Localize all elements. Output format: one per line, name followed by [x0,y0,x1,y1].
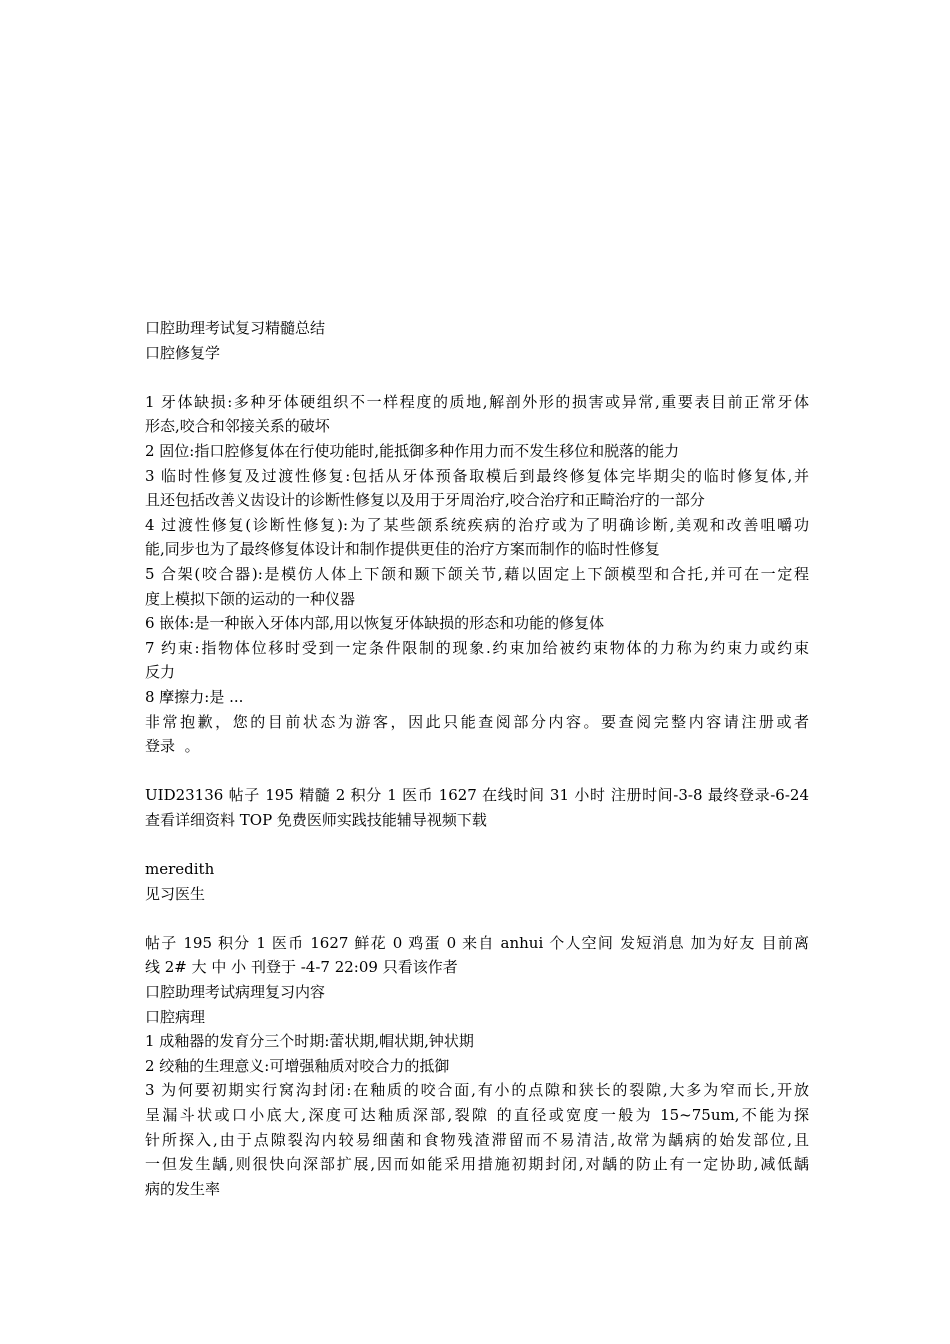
login-link[interactable]: 登录 [145,737,176,756]
user-rank: 见习医生 [145,884,206,903]
text-line: 病的发生率 [145,1179,221,1198]
document-title: 口腔助理考试复习精髓总结 [145,319,326,337]
post-meta: 帖子 195 积分 1 医币 1627 鲜花 0 鸡蛋 0 来自 anhui 个人空间 发短消息 加为好友 目前离 [145,933,809,952]
text-line: 呈漏斗状或口小底大,深度可达釉质深部,裂隙 的直径或宽度一般为 15~75um,不能为探 [145,1106,809,1124]
text-line: 反力 [145,663,176,682]
text-line: 形态,咬合和邻接关系的破坏 [145,417,330,436]
section-prosthodontics [145,390,809,710]
post-meta: 线 2# 大 中 小 刊登于 -4-7 22:09 只看该作者 [145,958,458,977]
text-line: 能,同步也为了最终修复体设计和制作提供更佳的治疗方案而制作的临时性修复 [145,540,660,559]
text-line: 8 摩擦力:是 ... [145,687,244,706]
text-line: 一但发生龋,则很快向深部扩展,因而如能采用措施初期封闭,对龋的防止有一定协助,减低龋 [145,1155,809,1174]
text-line: 度上模拟下颌的运动的一种仪器 [145,589,356,608]
spacer [145,832,809,857]
guest-notice-line [145,734,809,759]
spacer [145,906,809,931]
text-line: 1 成釉器的发育分三个时期:蕾状期,帽状期,钟状期 [145,1032,474,1051]
guest-notice-end: 。 [184,737,200,756]
text-line: 1 牙体缺损:多种牙体硬组织不一样程度的质地,解剖外形的损害或异常,重要表目前正常牙体 [145,392,809,411]
document-body [145,316,809,1201]
text-line: 2 绞釉的生理意义:可增强釉质对咬合力的抵御 [145,1056,450,1075]
document-subtitle: 口腔修复学 [145,343,221,362]
text-line: 4 过渡性修复(诊断性修复):为了某些颌系统疾病的治疗或为了明确诊断,美观和改善咀嚼功 [145,515,809,534]
spacer [145,365,809,390]
post-title: 口腔助理考试病理复习内容 [145,983,326,1002]
spacer [145,759,809,784]
register-link[interactable]: 注册 [741,712,777,731]
profile-links[interactable]: 查看详细资料 TOP 免费医师实践技能辅导视频下载 [145,810,487,829]
text-line: 6 嵌体:是一种嵌入牙体内部,用以恢复牙体缺损的形态和功能的修复体 [145,614,605,633]
section-oral-pathology [145,1029,809,1201]
text-line: 3 临时性修复及过渡性修复:包括从牙体预备取模后到最终修复体完毕期尖的临时修复体,并 [145,466,809,485]
text-line: 且还包括改善义齿设计的诊断性修复以及用于牙周治疗,咬合治疗和正畸治疗的一部分 [145,491,705,510]
guest-notice-text: 非常抱歉，您的目前状态为游客，因此只能查阅部分内容。要查阅完整内容请 [145,712,742,731]
guest-notice-or: 或者 [776,712,809,731]
text-line: 针所探入,由于点隙裂沟内较易细菌和食物残渣滞留而不易清洁,故常为龋病的始发部位,且 [145,1130,809,1149]
text-line: 3 为何要初期实行窝沟封闭:在釉质的咬合面,有小的点隙和狭长的裂隙,大多为窄而长,开放 [145,1081,809,1100]
guest-notice [145,710,809,759]
username[interactable]: meredith [145,860,215,879]
text-line: 2 固位:指口腔修复体在行使功能时,能抵御多种作用力而不发生移位和脱落的能力 [145,441,680,460]
post-subtitle: 口腔病理 [145,1007,206,1026]
user-stats: UID23136 帖子 195 精髓 2 积分 1 医币 1627 在线时间 31 小时 注册时间-3-8 最终登录-6-24 [145,786,809,805]
text-line: 5 合架(咬合器):是模仿人体上下颌和颞下颌关节,藉以固定上下颌模型和合托,并可在一定程 [145,564,809,583]
guest-notice-line [145,710,809,735]
text-line: 7 约束:指物体位移时受到一定条件限制的现象.约束加给被约束物体的力称为约束力或约束 [145,638,809,657]
